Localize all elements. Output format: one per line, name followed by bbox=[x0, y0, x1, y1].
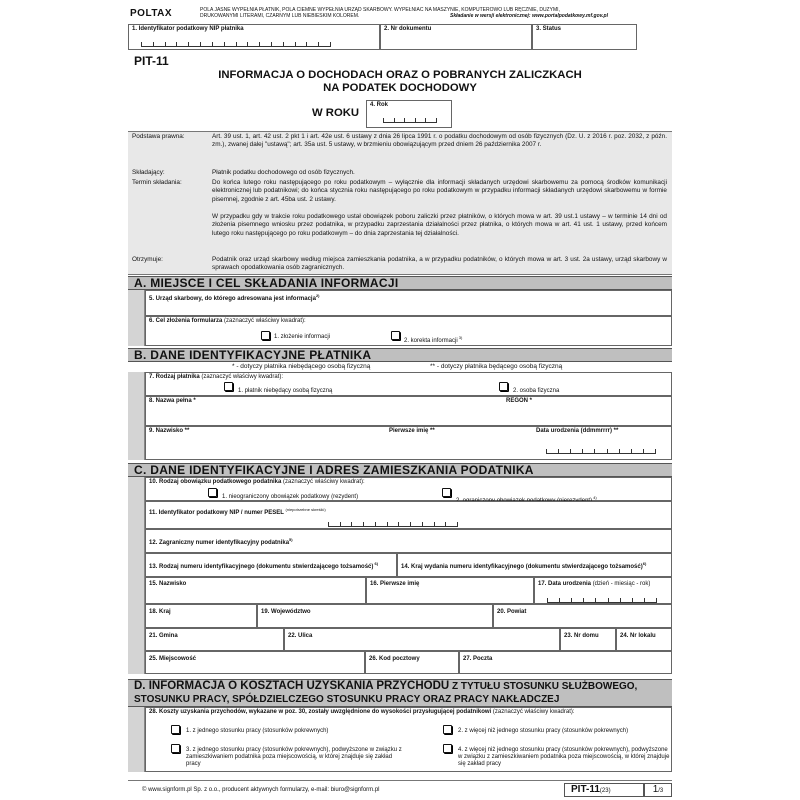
meta-recipient bbox=[128, 256, 672, 273]
county-label: 20. Powiat bbox=[497, 609, 527, 615]
filer-value: Płatnik podatku dochodowego od osób fizycznych. bbox=[212, 169, 355, 176]
digit-tick bbox=[656, 598, 657, 602]
postal-code-label: 26. Kod pocztowy bbox=[369, 656, 420, 662]
instructions-line1: POLA JASNE WYPEŁNIA PŁATNIK, POLA CIEMNE WYPEŁNIA URZĄD SKARBOWY. WYPEŁNIAĆ NA MASZYNIE, KOMPUTEROWO LUB RĘCZNIE, DUŻYMI, bbox=[200, 7, 560, 13]
field-full-name[interactable] bbox=[145, 396, 672, 426]
digit-tick bbox=[340, 522, 341, 526]
field-first-name[interactable] bbox=[366, 577, 534, 604]
digit-tick bbox=[306, 42, 307, 46]
field-id-country[interactable] bbox=[397, 553, 672, 577]
digit-tick bbox=[422, 522, 423, 526]
digit-tick bbox=[583, 598, 584, 602]
section-a-gutter bbox=[128, 290, 145, 346]
recipient-key: Otrzymuje: bbox=[132, 256, 163, 263]
field-foreign-id[interactable] bbox=[145, 529, 672, 553]
field-id-type[interactable] bbox=[145, 553, 397, 577]
digit-tick bbox=[425, 118, 426, 122]
digit-tick bbox=[271, 42, 272, 46]
digit-tick bbox=[224, 42, 225, 46]
tax-obligation-label: 10. Rodzaj obowiązku podatkowego podatnika (zaznaczyć właściwy kwadrat): bbox=[149, 479, 365, 485]
section-b-gutter bbox=[128, 372, 145, 460]
deadline-value-1: Do końca lutego roku następującego po roku podatkowym – wyłącznie dla informacji składanych urzędowi skarbowemu za pomocą środków komunikacji elektronicznej lub podatnikowi; do końca stycznia roku następującego po roku podatkowym w przypadku informacji składanych urzędowi skarbowemu w formie pisemnej, zgodnie z art. 45ba ust. 2 ustawy. bbox=[212, 179, 667, 203]
checkbox-costs-multiple-jobs[interactable] bbox=[443, 725, 452, 734]
digit-tick bbox=[328, 522, 329, 526]
field-surname-payer[interactable] bbox=[145, 426, 672, 460]
digit-tick bbox=[188, 42, 189, 46]
section-c-gutter bbox=[128, 477, 145, 674]
digit-tick bbox=[619, 449, 620, 453]
digit-tick bbox=[176, 42, 177, 46]
footer-page-number: 1 bbox=[652, 784, 659, 795]
form-title-line1: INFORMACJA O DOCHODACH ORAZ O POBRANYCH ZALICZKACH bbox=[218, 69, 582, 81]
foreign-id-label: 12. Zagraniczny numer identyfikacyjny podatnika$^{5)}$ bbox=[149, 537, 293, 546]
house-number-label: 23. Nr domu bbox=[564, 633, 599, 639]
digit-tick bbox=[595, 598, 596, 602]
legal-basis-value: Art. 39 ust. 1, art. 42 ust. 2 pkt 1 i art. 42e ust. 6 ustawy z dnia 26 lipca 1991 r. o podatku dochodowym od osób fizycznych (Dz. U. z 2016 r. poz. 2032, z późn. zm.), zwanej dalej "ustawą"; art. 35a ust. 5 ustawy, w brzmieniu obowiązującym przed dniem 26 października 2007 r. bbox=[212, 133, 667, 149]
field-birth-date[interactable] bbox=[534, 577, 672, 604]
city-label: 25. Miejscowość bbox=[149, 656, 197, 662]
digit-tick bbox=[295, 42, 296, 46]
dob-payer-label: Data urodzenia (ddmmrrrr) ** bbox=[536, 428, 619, 434]
field-doc-number bbox=[380, 24, 532, 50]
field-surname[interactable] bbox=[145, 577, 366, 604]
digit-tick bbox=[247, 42, 248, 46]
payer-type-label: 7. Rodzaj płatnika (zaznaczyć właściwy kwadrat): bbox=[149, 374, 284, 380]
field-county[interactable] bbox=[493, 604, 672, 628]
field-apartment-number[interactable] bbox=[616, 628, 672, 651]
apartment-number-label: 24. Nr lokalu bbox=[620, 633, 656, 639]
digit-tick bbox=[415, 118, 416, 122]
digit-tick bbox=[547, 598, 548, 602]
section-b-header: B. DANE IDENTYFIKACYJNE PŁATNIKA bbox=[128, 348, 672, 362]
digit-tick bbox=[582, 449, 583, 453]
digit-tick bbox=[607, 449, 608, 453]
nip-ticks bbox=[141, 42, 331, 47]
surname-label: 15. Nazwisko bbox=[149, 581, 187, 587]
payer-person-label: 2. osoba fizyczna bbox=[513, 388, 560, 394]
status-label: 3. Status bbox=[536, 26, 562, 32]
meta-legal-basis bbox=[128, 133, 672, 167]
field-status bbox=[532, 24, 637, 50]
section-d-header bbox=[128, 679, 672, 707]
form-code: PIT-11 bbox=[134, 54, 169, 68]
digit-tick bbox=[644, 598, 645, 602]
filer-key: Składający: bbox=[132, 169, 165, 176]
meta-filer bbox=[128, 169, 672, 178]
digit-tick bbox=[445, 522, 446, 526]
footer-form-code: PIT-11 bbox=[571, 784, 600, 795]
digit-tick bbox=[570, 449, 571, 453]
digit-tick bbox=[594, 449, 595, 453]
field-country[interactable] bbox=[145, 604, 257, 628]
regon-label: REGON * bbox=[506, 398, 533, 404]
digit-tick bbox=[631, 449, 632, 453]
full-name-label: 8. Nazwa pełna * bbox=[149, 398, 196, 404]
instructions-line3: Składanie w wersji elektronicznej: www.portalpodatkowy.mf.gov.pl bbox=[450, 13, 608, 19]
digit-tick bbox=[620, 598, 621, 602]
checkbox-costs-one-job-raised[interactable] bbox=[171, 744, 180, 753]
checkbox-costs-multiple-raised[interactable] bbox=[443, 744, 452, 753]
digit-tick bbox=[436, 118, 437, 122]
deadline-key: Termin składania: bbox=[132, 179, 182, 186]
digit-tick bbox=[165, 42, 166, 46]
digit-tick bbox=[153, 42, 154, 46]
first-name-label: 16. Pierwsze imię bbox=[370, 581, 420, 587]
field-nip-pesel[interactable] bbox=[145, 501, 672, 529]
id-type-label: 13. Rodzaj numeru identyfikacyjnego (dokumentu stwierdzającego tożsamość) $^{6)}$ bbox=[149, 561, 379, 570]
digit-tick bbox=[608, 598, 609, 602]
birth-date-ticks bbox=[547, 598, 657, 603]
street-label: 22. Ulica bbox=[288, 633, 313, 639]
birth-date-label: 17. Data urodzenia (dzień - miesiąc - rok) bbox=[538, 581, 651, 587]
field-postal-code[interactable] bbox=[365, 651, 459, 674]
digit-tick bbox=[351, 522, 352, 526]
costs-one-job-raised-label: 3. z jednego stosunku pracy (stosunków pokrewnych), podwyższone w związku z zamieszkiwaniem podatnika poza miejscowością, w której znajduje się zakład pracy bbox=[186, 747, 402, 767]
checkbox-payer-person[interactable] bbox=[499, 382, 508, 391]
year-ticks bbox=[383, 118, 437, 123]
field-municipality[interactable] bbox=[145, 628, 284, 651]
limited-obligation-label: 4) bbox=[592, 495, 597, 500]
checkbox-payer-nonperson[interactable] bbox=[224, 382, 233, 391]
digit-tick bbox=[559, 598, 560, 602]
footer-version: (23) bbox=[599, 788, 611, 794]
field-post-office[interactable] bbox=[459, 651, 672, 674]
field-nip-payer[interactable] bbox=[128, 24, 380, 50]
digit-tick bbox=[375, 522, 376, 526]
legal-basis-key: Podstawa prawna: bbox=[132, 133, 185, 140]
digit-tick bbox=[200, 42, 201, 46]
section-d-title-line1: D. INFORMACJA O KOSZTACH UZYSKANIA PRZYCHODU Z TYTUŁU STOSUNKU SŁUŻBOWEGO, bbox=[134, 680, 638, 692]
tax-office-label: 5. Urząd skarbowy, do którego adresowana jest informacja$^{2)}$ bbox=[149, 293, 320, 302]
digit-tick bbox=[404, 118, 405, 122]
pit11-form bbox=[128, 6, 672, 796]
footer-divider bbox=[128, 780, 672, 781]
checkbox-costs-one-job[interactable] bbox=[171, 725, 180, 734]
municipality-label: 21. Gmina bbox=[149, 633, 178, 639]
field-tax-office[interactable] bbox=[145, 290, 672, 316]
footer-form-code-box bbox=[564, 783, 644, 797]
unlimited-obligation-label: 1. nieograniczony obowiązek podatkowy (rezydent) bbox=[222, 494, 359, 500]
section-d-title-line2: STOSUNKU PRACY, SPÓŁDZIELCZEGO STOSUNKU PRACY ORAZ PRACY NAKŁADCZEJ bbox=[134, 694, 560, 705]
section-c-header: C. DANE IDENTYFIKACYJNE I ADRES ZAMIESZKANIA PODATNIKA bbox=[128, 463, 672, 477]
checkbox-unlimited-obligation[interactable] bbox=[208, 488, 217, 497]
nip-pesel-ticks bbox=[328, 522, 458, 527]
payer-nonperson-label: 1. płatnik niebędący osobą fizyczną bbox=[238, 388, 333, 394]
field-year[interactable] bbox=[366, 100, 452, 128]
digit-tick bbox=[434, 522, 435, 526]
opt-correction-label: 2. korekta informacji $^{3)}$ bbox=[404, 335, 463, 344]
first-name-payer-label: Pierwsze imię ** bbox=[389, 428, 435, 434]
digit-tick bbox=[410, 522, 411, 526]
digit-tick bbox=[283, 42, 284, 46]
field-voivodeship[interactable] bbox=[257, 604, 493, 628]
digit-tick bbox=[259, 42, 260, 46]
surname-payer-label: 9. Nazwisko ** bbox=[149, 428, 190, 434]
digit-tick bbox=[394, 118, 395, 122]
digit-tick bbox=[318, 42, 319, 46]
costs-one-job-label: 1. z jednego stosunku pracy (stosunków pokrewnych) bbox=[186, 728, 329, 734]
opt-submission-label: 1. złożenie informacji bbox=[274, 334, 331, 340]
form-purpose-label: 6. Cel złożenia formularza (zaznaczyć właściwy kwadrat): bbox=[149, 318, 306, 324]
digit-tick bbox=[558, 449, 559, 453]
digit-tick bbox=[643, 449, 644, 453]
footer-page-box bbox=[644, 783, 672, 797]
section-b-note2: ** - dotyczy płatnika będącego osobą fizyczną bbox=[430, 363, 563, 370]
form-title-line2: NA PODATEK DOCHODOWY bbox=[323, 82, 477, 94]
digit-tick bbox=[655, 449, 656, 453]
field-street[interactable] bbox=[284, 628, 560, 651]
section-a-header: A. MIEJSCE I CEL SKŁADANIA INFORMACJI bbox=[128, 276, 672, 290]
year-prefix: W ROKU bbox=[312, 107, 360, 119]
footer-credit: © www.signform.pl Sp. z o.o., producent aktywnych formularzy, e-mail: biuro@signform.pl bbox=[142, 787, 380, 793]
costs-multiple-raised-label: 4. z więcej niż jednego stosunku pracy (stosunków pokrewnych), podwyższone w związku z zamieszkiwaniem podatnika poza miejscowością, w której znajduje się zakład pracy bbox=[458, 747, 670, 767]
dob-payer-ticks bbox=[546, 449, 656, 454]
country-label: 18. Kraj bbox=[149, 609, 171, 615]
doc-number-label: 2. Nr dokumentu bbox=[384, 26, 432, 32]
checkbox-submission[interactable] bbox=[261, 331, 270, 340]
voivodeship-label: 19. Województwo bbox=[261, 609, 311, 615]
year-label: 4. Rok bbox=[370, 102, 389, 108]
footer-page-total: /3 bbox=[658, 788, 664, 794]
instructions-line2: DRUKOWANYMI LITERAMI, CZARNYM LUB NIEBIESKIM KOLOREM. bbox=[200, 13, 360, 19]
section-b-note1: * - dotyczy płatnika niebędącego osobą fizyczną bbox=[232, 363, 371, 370]
meta-deadline bbox=[128, 179, 672, 255]
digit-tick bbox=[571, 598, 572, 602]
deadline-value-2: W przypadku gdy w trakcie roku podatkowego ustał obowiązek poboru zaliczki przez płatników, o których mowa w art. 39 ust.1 ustawy – w terminie 14 dni od złożenia pisemnego wniosku przez podatnika, w przypadku zaprzestania działalności przez płatnika, o których mowa w art. 41 ust. 1 ustawy, przed końcem lutego roku następującego po roku podatkowym – do dnia zaprzestania tej działalności. bbox=[212, 213, 667, 237]
digit-tick bbox=[546, 449, 547, 453]
section-d-gutter bbox=[128, 707, 145, 772]
digit-tick bbox=[141, 42, 142, 46]
digit-tick bbox=[363, 522, 364, 526]
checkbox-limited-obligation[interactable] bbox=[442, 488, 451, 497]
post-office-label: 27. Poczta bbox=[463, 656, 493, 662]
digit-tick bbox=[632, 598, 633, 602]
field-house-number[interactable] bbox=[560, 628, 616, 651]
brand-logo: POLTAX bbox=[130, 8, 173, 19]
field-city[interactable] bbox=[145, 651, 365, 674]
digit-tick bbox=[387, 522, 388, 526]
digit-tick bbox=[330, 42, 331, 46]
costs-multiple-jobs-label: 2. z więcej niż jednego stosunku pracy (stosunków pokrewnych) bbox=[458, 728, 629, 734]
recipient-value: Podatnik oraz urząd skarbowy według miejsca zamieszkania podatnika, a w przypadku podatników, o których mowa w art. 3 ust. 2a ustawy, urząd skarbowy w sprawach opodatkowania osób zagranicznych. bbox=[212, 256, 667, 272]
income-costs-label: 28. Koszty uzyskania przychodów, wykazane w poz. 30, zostały uwzględnione do wysokości przysługującej podatnikowi (zaznaczyć właściwy kwadrat): bbox=[149, 709, 575, 715]
digit-tick bbox=[212, 42, 213, 46]
digit-tick bbox=[383, 118, 384, 122]
nip-payer-label: 1. Identyfikator podatkowy NIP płatnika bbox=[132, 26, 244, 32]
digit-tick bbox=[457, 522, 458, 526]
checkbox-correction[interactable] bbox=[391, 331, 400, 340]
digit-tick bbox=[398, 522, 399, 526]
id-country-label: 14. Kraj wydania numeru identyfikacyjnego (dokumentu stwierdzającego tożsamość)$^{6)}$ bbox=[401, 561, 647, 570]
digit-tick bbox=[236, 42, 237, 46]
nip-pesel-label: 11. Identyfikator podatkowy NIP / numer PESEL $^{(niepotrzebne skreślić)}$ bbox=[149, 507, 326, 516]
